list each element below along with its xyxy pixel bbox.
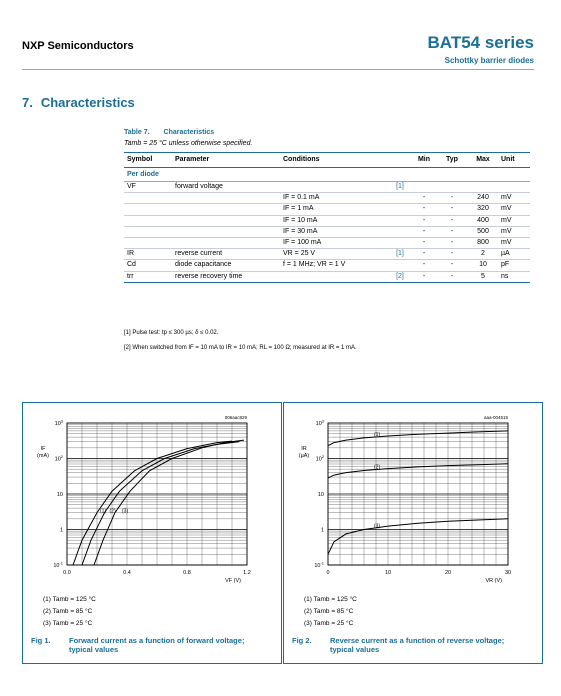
col-header: Unit [498, 153, 530, 168]
fig1-legend-1: (1) Tamb = 125 °C [43, 596, 96, 603]
section-title [22, 95, 135, 110]
cell-min: - [412, 215, 436, 226]
cell-min: - [412, 193, 436, 204]
fig2-legend-2: (2) Tamb = 85 °C [304, 608, 354, 615]
x-axis-label: VF (V) [225, 578, 241, 584]
characteristics-table [124, 152, 530, 283]
cell-symbol: IR [124, 249, 172, 260]
x-tick-label: 30 [504, 570, 512, 576]
figure-2 [283, 402, 543, 664]
col-header: Min [412, 153, 436, 168]
cell-max: 320 [468, 204, 498, 215]
cell-max: 400 [468, 215, 498, 226]
cell-conditions [280, 271, 388, 282]
cell-conditions: IF = 100 mA [280, 237, 388, 248]
cell-ref: [1] [388, 249, 412, 260]
cell-typ: - [436, 260, 468, 271]
cell-unit: mV [498, 237, 530, 248]
cell-max: 240 [468, 193, 498, 204]
cell-max [468, 182, 498, 193]
cell-conditions: IF = 0.1 mA [280, 193, 388, 204]
y-tick-label: $10^3$ [315, 418, 324, 427]
x-tick-label: 20 [444, 570, 452, 576]
cell-typ: - [436, 237, 468, 248]
cell-unit: ns [498, 271, 530, 282]
cell-ref [388, 260, 412, 271]
fig1-legend-3: (3) Tamb = 25 °C [43, 620, 93, 627]
product-subtitle: Schottky barrier diodes [444, 56, 534, 65]
cell-ref: [2] [388, 271, 412, 282]
cell-typ: - [436, 226, 468, 237]
table-title: Characteristics [163, 129, 215, 136]
cell-unit: mV [498, 215, 530, 226]
col-header: Parameter [172, 153, 280, 168]
cell-ref [388, 226, 412, 237]
cell-typ [436, 182, 468, 193]
cell-parameter: forward voltage [172, 182, 280, 193]
cell-parameter [172, 226, 280, 237]
cell-min: - [412, 271, 436, 282]
col-header: Max [468, 153, 498, 168]
group-label: Per diode [124, 168, 530, 182]
table-condition: Tamb = 25 °C unless otherwise specified. [124, 140, 253, 147]
y-tick-label: 10 [317, 492, 324, 498]
fig2-text: Reverse current as a function of reverse voltage; typical values [330, 636, 505, 654]
fig1-caption [31, 636, 276, 654]
cell-symbol: VF [124, 182, 172, 193]
fig2-caption [292, 636, 537, 654]
y-axis-unit: (µA) [298, 453, 310, 459]
table-group-row [124, 168, 530, 182]
series-label-1: (1) [100, 508, 107, 515]
cell-ref [388, 237, 412, 248]
figure-code: aaa-004515 [483, 415, 508, 420]
cell-typ: - [436, 271, 468, 282]
cell-min: - [412, 249, 436, 260]
cell-ref: [1] [388, 182, 412, 193]
cell-min: - [412, 204, 436, 215]
table-row [124, 193, 530, 204]
table-row [124, 182, 530, 193]
company-name: NXP Semiconductors [22, 40, 134, 52]
table-label: Table 7. [124, 129, 150, 136]
col-header: Symbol [124, 153, 172, 168]
series-line-2 [328, 464, 508, 478]
col-header: Typ [436, 153, 468, 168]
table-header-row [124, 153, 530, 168]
cell-parameter: diode capacitance [172, 260, 280, 271]
table-note-2: [2] When switched from IF = 10 mA to IR = 10 mA; RL = 100 Ω; measured at IR = 1 mA. [124, 345, 357, 351]
y-tick-label: $10^3$ [54, 418, 63, 427]
cell-conditions: IF = 1 mA [280, 204, 388, 215]
cell-parameter: reverse current [172, 249, 280, 260]
header-rule [22, 69, 534, 70]
cell-max: 800 [468, 237, 498, 248]
table-row [124, 215, 530, 226]
table-row [124, 204, 530, 215]
x-tick-label: 10 [384, 570, 392, 576]
cell-symbol [124, 226, 172, 237]
y-tick-label: $10^2$ [315, 454, 324, 463]
cell-ref [388, 215, 412, 226]
figure-code: 006aac829 [224, 415, 247, 420]
series-line-3 [328, 519, 508, 555]
cell-parameter [172, 193, 280, 204]
table-row [124, 237, 530, 248]
series-label-1: (1) [374, 431, 381, 438]
fig2-legend-1: (1) Tamb = 125 °C [304, 596, 357, 603]
cell-unit: mV [498, 204, 530, 215]
fig2-legend-3: (3) Tamb = 25 °C [304, 620, 354, 627]
cell-ref [388, 193, 412, 204]
cell-conditions: IF = 10 mA [280, 215, 388, 226]
cell-parameter [172, 237, 280, 248]
y-axis-label: IF [40, 446, 46, 452]
x-tick-label: 1.2 [243, 570, 251, 576]
cell-max: 5 [468, 271, 498, 282]
section-number: 7. [22, 95, 33, 110]
cell-conditions [280, 182, 388, 193]
cell-symbol [124, 193, 172, 204]
figure-1 [22, 402, 282, 664]
y-axis-unit: (mA) [37, 453, 49, 459]
cell-typ: - [436, 249, 468, 260]
fig1-text: Forward current as a function of forward voltage; typical values [69, 636, 245, 654]
cell-unit: µA [498, 249, 530, 260]
section-name: Characteristics [40, 95, 135, 110]
table-row [124, 249, 530, 260]
fig2-number: Fig 2. [292, 636, 312, 645]
x-axis-label: VR (V) [485, 578, 502, 584]
table-row [124, 271, 530, 282]
cell-unit: mV [498, 226, 530, 237]
cell-symbol [124, 215, 172, 226]
cell-conditions: f = 1 MHz; VR = 1 V [280, 260, 388, 271]
y-axis-label: IR [301, 446, 307, 452]
cell-symbol [124, 237, 172, 248]
series-label-3: (3) [374, 523, 381, 530]
y-tick-label: 1 [59, 527, 63, 534]
cell-max: 2 [468, 249, 498, 260]
table-note-1: [1] Pulse test: tp ≤ 300 µs; δ ≤ 0.02. [124, 330, 219, 336]
table-row [124, 226, 530, 237]
reverse-current-chart [284, 403, 542, 603]
table-row [124, 260, 530, 271]
cell-symbol: Cd [124, 260, 172, 271]
cell-max: 500 [468, 226, 498, 237]
x-tick-label: 0 [326, 570, 330, 576]
cell-unit: pF [498, 260, 530, 271]
cell-symbol: trr [124, 271, 172, 282]
cell-typ: - [436, 215, 468, 226]
cell-parameter: reverse recovery time [172, 271, 280, 282]
product-title: BAT54 series [427, 33, 534, 52]
series-line-1 [328, 431, 508, 446]
x-tick-label: 0.8 [183, 570, 191, 576]
cell-parameter [172, 204, 280, 215]
cell-min: - [412, 260, 436, 271]
table-caption [124, 129, 214, 136]
y-tick-label: 1 [320, 527, 324, 534]
cell-unit: mV [498, 193, 530, 204]
fig1-number: Fig 1. [31, 636, 51, 645]
cell-conditions: IF = 30 mA [280, 226, 388, 237]
y-tick-label: $10^2$ [54, 454, 63, 463]
cell-min: - [412, 226, 436, 237]
series-label-2: (2) [109, 508, 116, 515]
col-header: Conditions [280, 153, 388, 168]
col-header [388, 153, 412, 168]
fig1-legend-2: (2) Tamb = 85 °C [43, 608, 93, 615]
cell-ref [388, 204, 412, 215]
cell-max: 10 [468, 260, 498, 271]
cell-parameter [172, 215, 280, 226]
series-label-2: (2) [374, 464, 381, 471]
forward-current-chart [23, 403, 281, 603]
cell-symbol [124, 204, 172, 215]
cell-min: - [412, 237, 436, 248]
cell-min [412, 182, 436, 193]
cell-unit [498, 182, 530, 193]
y-tick-label: $10^{-1}$ [53, 560, 63, 569]
x-tick-label: 0.0 [63, 570, 71, 576]
y-tick-label: 10 [56, 492, 63, 498]
x-tick-label: 0.4 [123, 570, 131, 576]
cell-typ: - [436, 193, 468, 204]
y-tick-label: $10^{-1}$ [314, 560, 324, 569]
cell-conditions: VR = 25 V [280, 249, 388, 260]
cell-typ: - [436, 204, 468, 215]
series-label-3: (3) [122, 508, 129, 515]
